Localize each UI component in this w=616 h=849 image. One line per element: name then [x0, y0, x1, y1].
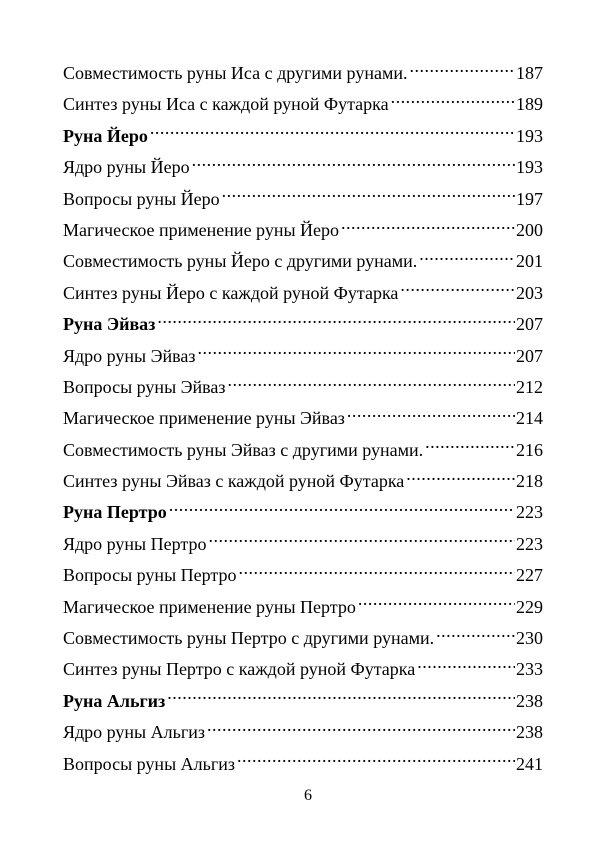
- toc-dot-leader: [222, 187, 515, 205]
- toc-entry-title: Вопросы руны Йеро: [63, 188, 220, 209]
- toc-entry[interactable]: [63, 215, 543, 246]
- toc-entry-title: Магическое применение руны Пертро: [63, 596, 356, 617]
- toc-dot-leader: [391, 92, 515, 110]
- toc-entry-title: Синтез руны Эйваз с каждой руной Футарка: [63, 471, 405, 492]
- toc-section-heading[interactable]: [63, 497, 543, 528]
- toc-dot-leader: [436, 626, 515, 644]
- toc-entry-title: Синтез руны Пертро с каждой руной Футарка: [63, 659, 416, 680]
- toc-entry[interactable]: [63, 466, 543, 497]
- toc-dot-leader: [406, 469, 515, 487]
- toc-entry-title: Руна Альгиз: [63, 690, 166, 711]
- toc-section-heading[interactable]: [63, 309, 543, 340]
- toc-entry-title: Ядро руны Альгиз: [63, 722, 205, 743]
- toc-section-heading[interactable]: [63, 686, 543, 717]
- toc-entry[interactable]: [63, 435, 543, 466]
- toc-dot-leader: [237, 752, 515, 770]
- toc-entry-page: 187: [516, 63, 543, 83]
- toc-dot-leader: [157, 312, 515, 330]
- toc-dot-leader: [209, 532, 516, 550]
- toc-dot-leader: [150, 124, 515, 142]
- toc-dot-leader: [341, 218, 515, 236]
- toc-entry-page: 193: [516, 157, 543, 178]
- toc-entry-page: 223: [516, 533, 543, 554]
- toc-entry-title: Ядро руны Йеро: [63, 157, 190, 178]
- toc-entry-title: Руна Пертро: [63, 502, 167, 523]
- toc-dot-leader: [409, 61, 515, 79]
- toc-dot-leader: [192, 155, 515, 173]
- toc-entry-page: 216: [516, 439, 543, 460]
- toc-entry[interactable]: [63, 560, 543, 591]
- toc-entry-page: 229: [516, 596, 543, 617]
- toc-dot-leader: [425, 438, 515, 456]
- toc-dot-leader: [167, 689, 515, 707]
- toc-entry-page: 238: [516, 690, 543, 711]
- toc-dot-leader: [228, 375, 515, 393]
- toc-entry-title: Вопросы руны Альгиз: [63, 753, 235, 774]
- toc-entry[interactable]: [63, 372, 543, 403]
- table-of-contents: [63, 58, 543, 780]
- toc-entry-page: 212: [516, 376, 543, 397]
- toc-entry-title: Совместимость руны Йеро с другими рунами.: [63, 251, 418, 272]
- toc-entry-title: Вопросы руны Пертро: [63, 565, 237, 586]
- toc-entry-page: 227: [516, 565, 543, 586]
- toc-entry[interactable]: [63, 403, 543, 434]
- toc-entry[interactable]: [63, 623, 543, 654]
- toc-dot-leader: [347, 406, 515, 424]
- toc-entry[interactable]: [63, 341, 543, 372]
- toc-entry-page: 189: [516, 94, 543, 115]
- toc-entry-title: Синтез руны Иса с каждой руной Футарка: [63, 94, 389, 115]
- toc-entry[interactable]: [63, 592, 543, 623]
- toc-entry[interactable]: [63, 152, 543, 183]
- toc-entry-page: 230: [516, 628, 543, 649]
- toc-dot-leader: [358, 595, 515, 613]
- toc-section-heading[interactable]: [63, 121, 543, 152]
- toc-dot-leader: [419, 249, 515, 267]
- toc-entry[interactable]: [63, 717, 543, 748]
- toc-entry-title: Руна Йеро: [63, 125, 148, 146]
- toc-entry-title: Совместимость руны Эйваз с другими рунами.: [63, 439, 424, 460]
- toc-entry-title: Руна Эйваз: [63, 314, 156, 335]
- toc-dot-leader: [400, 281, 515, 299]
- toc-entry-title: Магическое применение руны Йеро: [63, 219, 340, 240]
- toc-dot-leader: [169, 500, 515, 518]
- toc-entry-page: 200: [516, 219, 543, 240]
- toc-entry-title: Ядро руны Эйваз: [63, 345, 196, 366]
- toc-entry-page: 197: [516, 188, 543, 209]
- toc-entry-title: Ядро руны Пертро: [63, 533, 207, 554]
- toc-entry[interactable]: [63, 749, 543, 780]
- toc-dot-leader: [239, 563, 516, 581]
- toc-entry[interactable]: [63, 278, 543, 309]
- toc-entry-page: 193: [516, 125, 543, 146]
- toc-entry-page: 207: [516, 314, 543, 335]
- toc-entry-page: 238: [516, 722, 543, 743]
- toc-entry[interactable]: [63, 89, 543, 120]
- toc-entry-title: Совместимость руны Пертро с другими рунами.: [63, 628, 435, 649]
- toc-entry-page: 214: [516, 408, 543, 429]
- toc-dot-leader: [198, 344, 515, 362]
- toc-entry-title: Вопросы руны Эйваз: [63, 376, 226, 397]
- toc-dot-leader: [207, 720, 515, 738]
- toc-entry-page: 201: [516, 251, 543, 272]
- toc-entry-title: Совместимость руны Иса с другими рунами.: [63, 63, 408, 83]
- toc-entry[interactable]: [63, 529, 543, 560]
- toc-entry-title: Синтез руны Йеро с каждой руной Футарка: [63, 282, 399, 303]
- toc-entry[interactable]: [63, 184, 543, 215]
- toc-entry-page: 207: [516, 345, 543, 366]
- toc-entry[interactable]: [63, 246, 543, 277]
- toc-entry-page: 241: [516, 753, 543, 774]
- toc-dot-leader: [417, 657, 515, 675]
- toc-entry-page: 203: [516, 282, 543, 303]
- page-number: 6: [304, 787, 312, 804]
- toc-entry-page: 233: [516, 659, 543, 680]
- toc-entry[interactable]: [63, 654, 543, 685]
- toc-entry[interactable]: [63, 58, 543, 89]
- toc-entry-title: Магическое применение руны Эйваз: [63, 408, 345, 429]
- toc-entry-page: 218: [516, 471, 543, 492]
- toc-entry-page: 223: [516, 502, 543, 523]
